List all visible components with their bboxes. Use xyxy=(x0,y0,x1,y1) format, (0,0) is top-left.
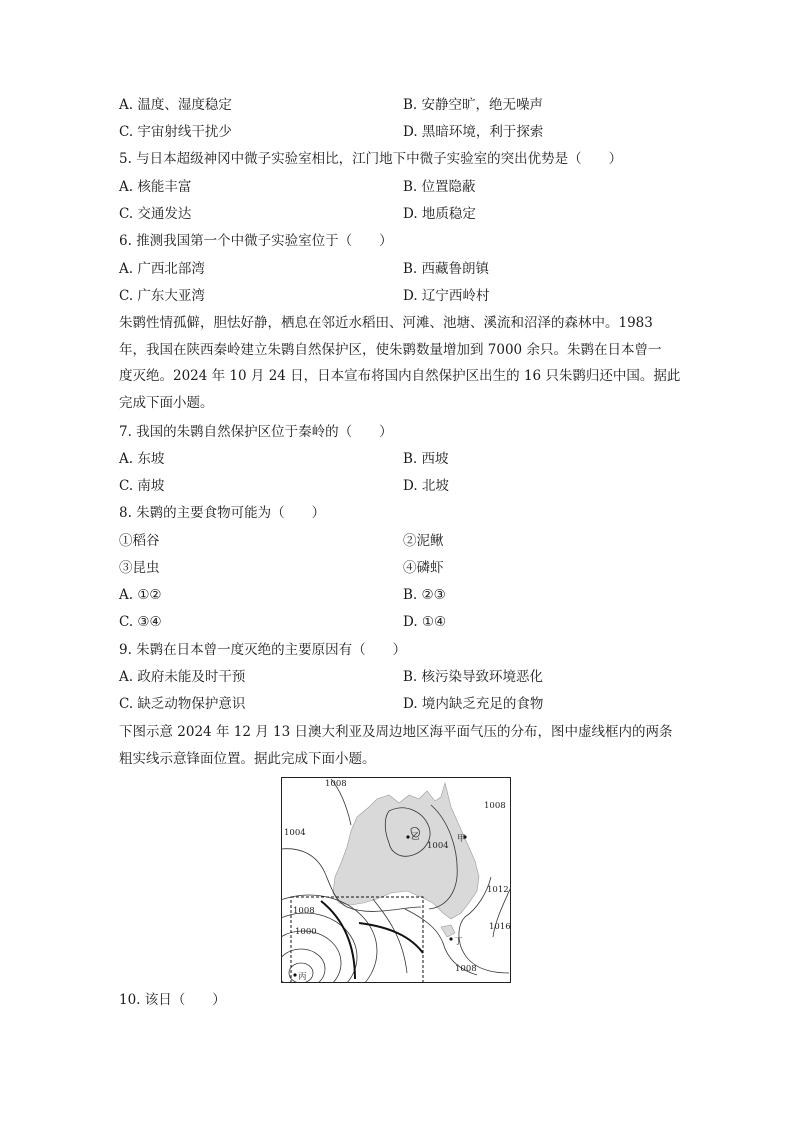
q7-option-c: C. 南坡 xyxy=(119,478,165,494)
passage-ibis-line: 度灭绝。2024 年 10 月 24 日，日本宣布将国内自然保护区出生的 16 只朱鹮归还中国。据此 xyxy=(119,368,681,384)
passage-ibis xyxy=(119,310,679,416)
q6-option-b: B. 西藏鲁朗镇 xyxy=(403,261,490,277)
q8-item-4: ④磷虾 xyxy=(403,560,444,576)
q8-option-d: D. ①④ xyxy=(403,614,447,630)
q10-stem: 10. 该日（ ） xyxy=(119,992,226,1008)
label-bing: 丙 xyxy=(298,972,307,982)
q7-option-d: D. 北坡 xyxy=(403,478,449,494)
q7-stem: 7. 我国的朱鹮自然保护区位于秦岭的（ ） xyxy=(119,424,393,440)
q4-option-a: A. 温度、湿度稳定 xyxy=(119,97,232,113)
passage-map xyxy=(119,719,679,772)
label-yi: 乙 xyxy=(411,832,420,842)
q4-option-c: C. 宇宙射线干扰少 xyxy=(119,124,232,140)
q5-option-d: D. 地质稳定 xyxy=(403,206,476,222)
q4-option-d: D. 黑暗环境，利于探索 xyxy=(403,124,544,140)
q8-item-2: ②泥鳅 xyxy=(403,533,444,549)
q7-option-b: B. 西坡 xyxy=(403,451,449,467)
label-jia: 甲 xyxy=(457,834,466,844)
q5-stem: 5. 与日本超级神冈中微子实验室相比，江门地下中微子实验室的突出优势是（ ） xyxy=(119,151,623,167)
passage-map-line: 粗实线示意锋面位置。据此完成下面小题。 xyxy=(119,750,376,767)
q7-option-a: A. 东坡 xyxy=(119,451,165,467)
label-1004-center: 1004 xyxy=(427,841,449,851)
passage-ibis-line: 朱鹮性情孤僻，胆怯好静，栖息在邻近水稻田、河滩、池塘、溪流和沼泽的森林中。1983 xyxy=(119,315,653,331)
q9-option-b: B. 核污染导致环境恶化 xyxy=(403,669,544,685)
q6-option-a: A. 广西北部湾 xyxy=(119,261,205,277)
q8-item-3: ③昆虫 xyxy=(119,560,160,576)
label-ding: 丁 xyxy=(454,937,463,947)
q8-option-b: B. ②③ xyxy=(403,587,446,603)
q8-stem: 8. 朱鹮的主要食物可能为（ ） xyxy=(119,505,326,521)
label-1012: 1012 xyxy=(487,885,509,895)
label-1008-right: 1008 xyxy=(484,801,506,811)
label-1016: 1016 xyxy=(489,922,511,932)
q6-option-c: C. 广东大亚湾 xyxy=(119,288,205,304)
label-1004-left: 1004 xyxy=(284,828,306,838)
point-yi xyxy=(406,835,409,838)
q5-option-c: C. 交通发达 xyxy=(119,206,192,222)
label-1008-bottom: 1008 xyxy=(455,964,477,974)
passage-ibis-line: 年，我国在陕西秦岭建立朱鹮自然保护区，使朱鹮数量增加到 7000 余只。朱鹮在日本曾一 xyxy=(119,341,662,358)
q9-stem: 9. 朱鹮在日本曾一度灭绝的主要原因有（ ） xyxy=(119,642,407,658)
pressure-map xyxy=(281,777,511,983)
label-1008-box: 1008 xyxy=(293,906,315,916)
passage-ibis-line: 完成下面小题。 xyxy=(119,394,214,411)
point-bing xyxy=(293,973,296,976)
q5-option-b: B. 位置隐蔽 xyxy=(403,179,476,195)
point-ding xyxy=(449,937,452,940)
q6-option-d: D. 辽宁西岭村 xyxy=(403,288,490,304)
q4-option-b: B. 安静空旷，绝无噪声 xyxy=(403,97,544,113)
q9-option-d: D. 境内缺乏充足的食物 xyxy=(403,696,544,712)
q8-option-c: C. ③④ xyxy=(119,614,162,630)
label-1008-top: 1008 xyxy=(325,779,347,789)
q5-option-a: A. 核能丰富 xyxy=(119,179,192,195)
passage-map-line: 下图示意 2024 年 12 月 13 日澳大利亚及周边地区海平面气压的分布，图中虚线框内的两条 xyxy=(119,724,673,740)
q9-option-a: A. 政府未能及时干预 xyxy=(119,669,246,685)
q8-item-1: ①稻谷 xyxy=(119,533,160,549)
q6-stem: 6. 推测我国第一个中微子实验室位于（ ） xyxy=(119,233,393,249)
label-1000: 1000 xyxy=(295,927,317,937)
q9-option-c: C. 缺乏动物保护意识 xyxy=(119,696,246,712)
q8-option-a: A. ①② xyxy=(119,587,162,603)
